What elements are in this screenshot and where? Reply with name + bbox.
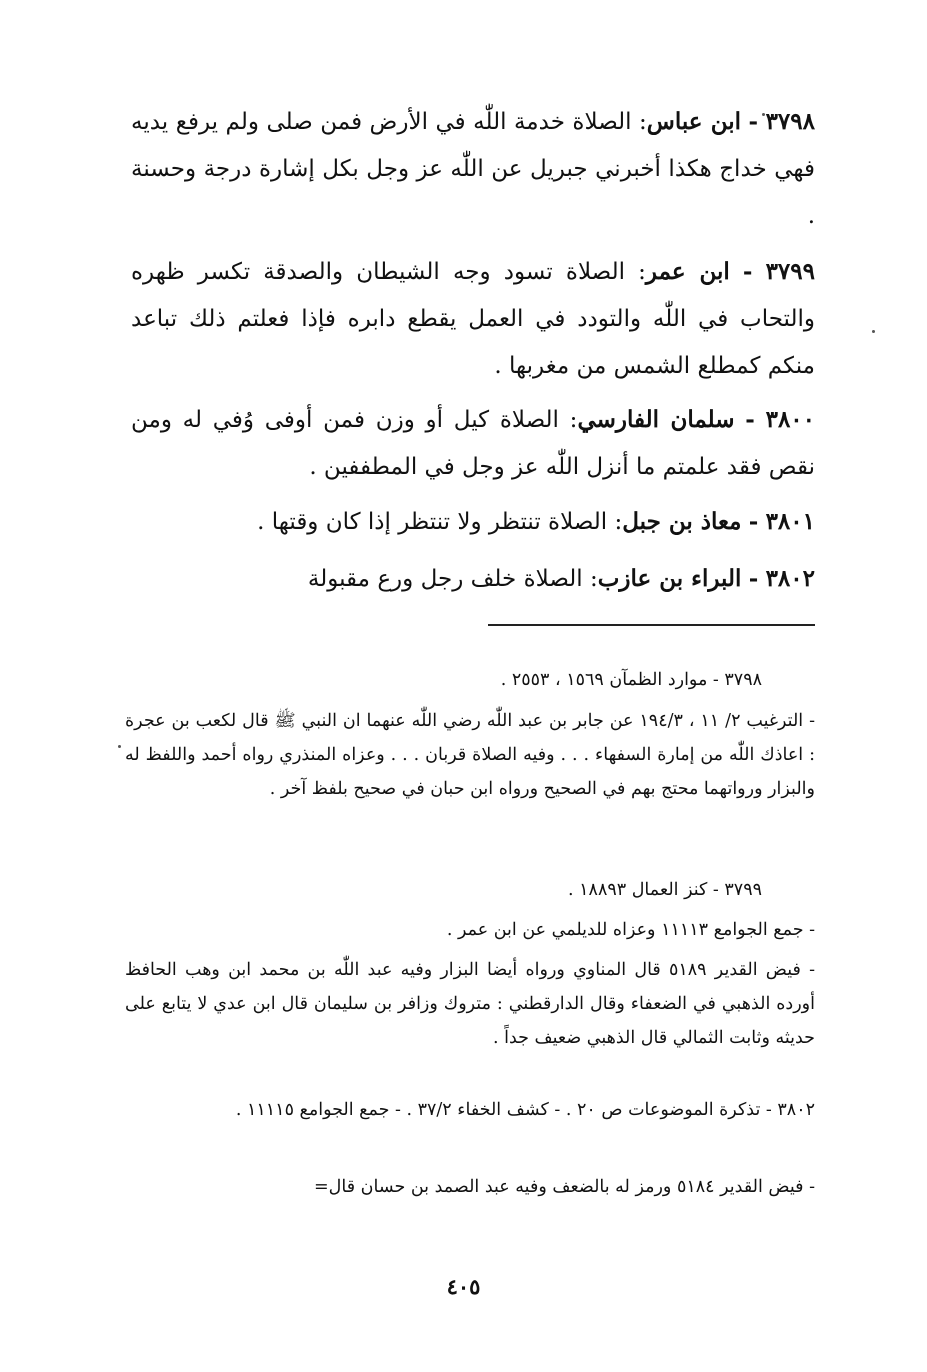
entry-narrator: ابن عمر: [645, 258, 730, 285]
scan-speck: [872, 330, 875, 333]
footnote-3799-detail-1: - جمع الجوامع ١١١١٣ وعزاه للديلمي عن ابن عمر .: [446, 920, 815, 940]
footnote-3799-detail-2: - فيض القدير ٥١٨٩ قال المناوي ورواه أيضا البزار وفيه عبد اللّٰه بن محمد ابن وهب الحافظ أورده الذهبي في الضعفاء وقال الدارقطني : متروك وزافر بن سليمان قال ابن عدي لا يتابع على حديثه وثابت الثمالي قال الذهبي ضعيف جداً .: [125, 960, 815, 1048]
entry-dash: -: [742, 258, 753, 285]
entry-number: ٣٧٩٩: [765, 258, 815, 285]
entry-narrator: سلمان الفارسي: [577, 406, 735, 433]
entry-number: ٣٨٠١: [765, 508, 815, 535]
entry-number: ٣٨٠٠: [765, 406, 816, 433]
entry-dash: -: [748, 565, 759, 592]
entry-3800: [131, 396, 815, 491]
entry-dash: -: [745, 406, 755, 433]
entry-number: ٣٨٠٢: [765, 565, 815, 592]
entry-3798: [131, 98, 815, 240]
entry-number: ٣٧٩٨: [765, 108, 815, 135]
entry-text: : الصلاة خلف رجل ورع مقبولة: [307, 566, 598, 592]
entry-narrator: ابن عباس: [646, 108, 742, 135]
scan-speck: [118, 745, 121, 748]
entry-3802: [131, 555, 815, 603]
footnote-3798-source: ٣٧٩٨ - موارد الظمآن ١٥٦٩ ، ٢٥٥٣ .: [500, 670, 762, 690]
footnote-3798-detail: - الترغيب ٢/ ١١ ، ١٩٤/٣ عن جابر بن عبد اللّٰه رضي اللّٰه عنهما ان النبي ﷺ قال لكعب بن عجرة : اعاذك اللّٰه من إمارة السفهاء . . . وفيه الصلاة قربان . . . وعزاه المنذري رواه أحمد واللفظ له والبزار ورواتهما محتج بهم في الصحيح ورواه ابن حبان في صحيح بلفظ آخر .: [125, 711, 815, 799]
entry-text: : الصلاة تنتظر ولا تنتظر إذا كان وقتها .: [257, 509, 623, 535]
entry-narrator: معاذ بن جبل: [622, 508, 742, 535]
entry-dash: -: [748, 508, 759, 535]
page-number: ٤٠٥: [446, 1274, 481, 1299]
entry-dash: -: [748, 108, 759, 135]
entry-text: : الصلاة خدمة اللّٰه في الأرض فمن صلى ولم يرفع يديه فهي خداج هكذا أخبرني جبريل عن اللّٰه عز وجل بكل إشارة درجة وحسنة .: [131, 109, 815, 229]
footnote-3799-source: ٣٧٩٩ - كنز العمال ١٨٨٩٣ .: [568, 880, 762, 900]
entry-text: : الصلاة كيل أو وزن فمن أوفى وُفي له ومن نقص فقد علمتم ما أنزل اللّٰه عز وجل في المطففين .: [131, 407, 815, 480]
entry-3801: [131, 498, 815, 546]
entry-text: : الصلاة تسود وجه الشيطان والصدقة تكسر ظهره والتحاب في اللّٰه والتودد في العمل يقطع دابره فإذا فعلتم ذلك تباعد منكم كمطلع الشمس من مغربها .: [131, 259, 815, 379]
entry-narrator: البراء بن عازب: [597, 565, 742, 592]
footnote-3802-source: ٣٨٠٢ - تذكرة الموضوعات ص ٢٠ . - كشف الخفاء ٣٧/٢ . - جمع الجوامع ١١١١٥ .: [235, 1100, 815, 1120]
entry-3799: [131, 248, 815, 390]
footnote-3802-detail: - فيض القدير ٥١٨٤ ورمز له بالضعف وفيه عبد الصمد بن حسان قال=: [314, 1177, 815, 1197]
footnote-separator: [488, 624, 815, 626]
